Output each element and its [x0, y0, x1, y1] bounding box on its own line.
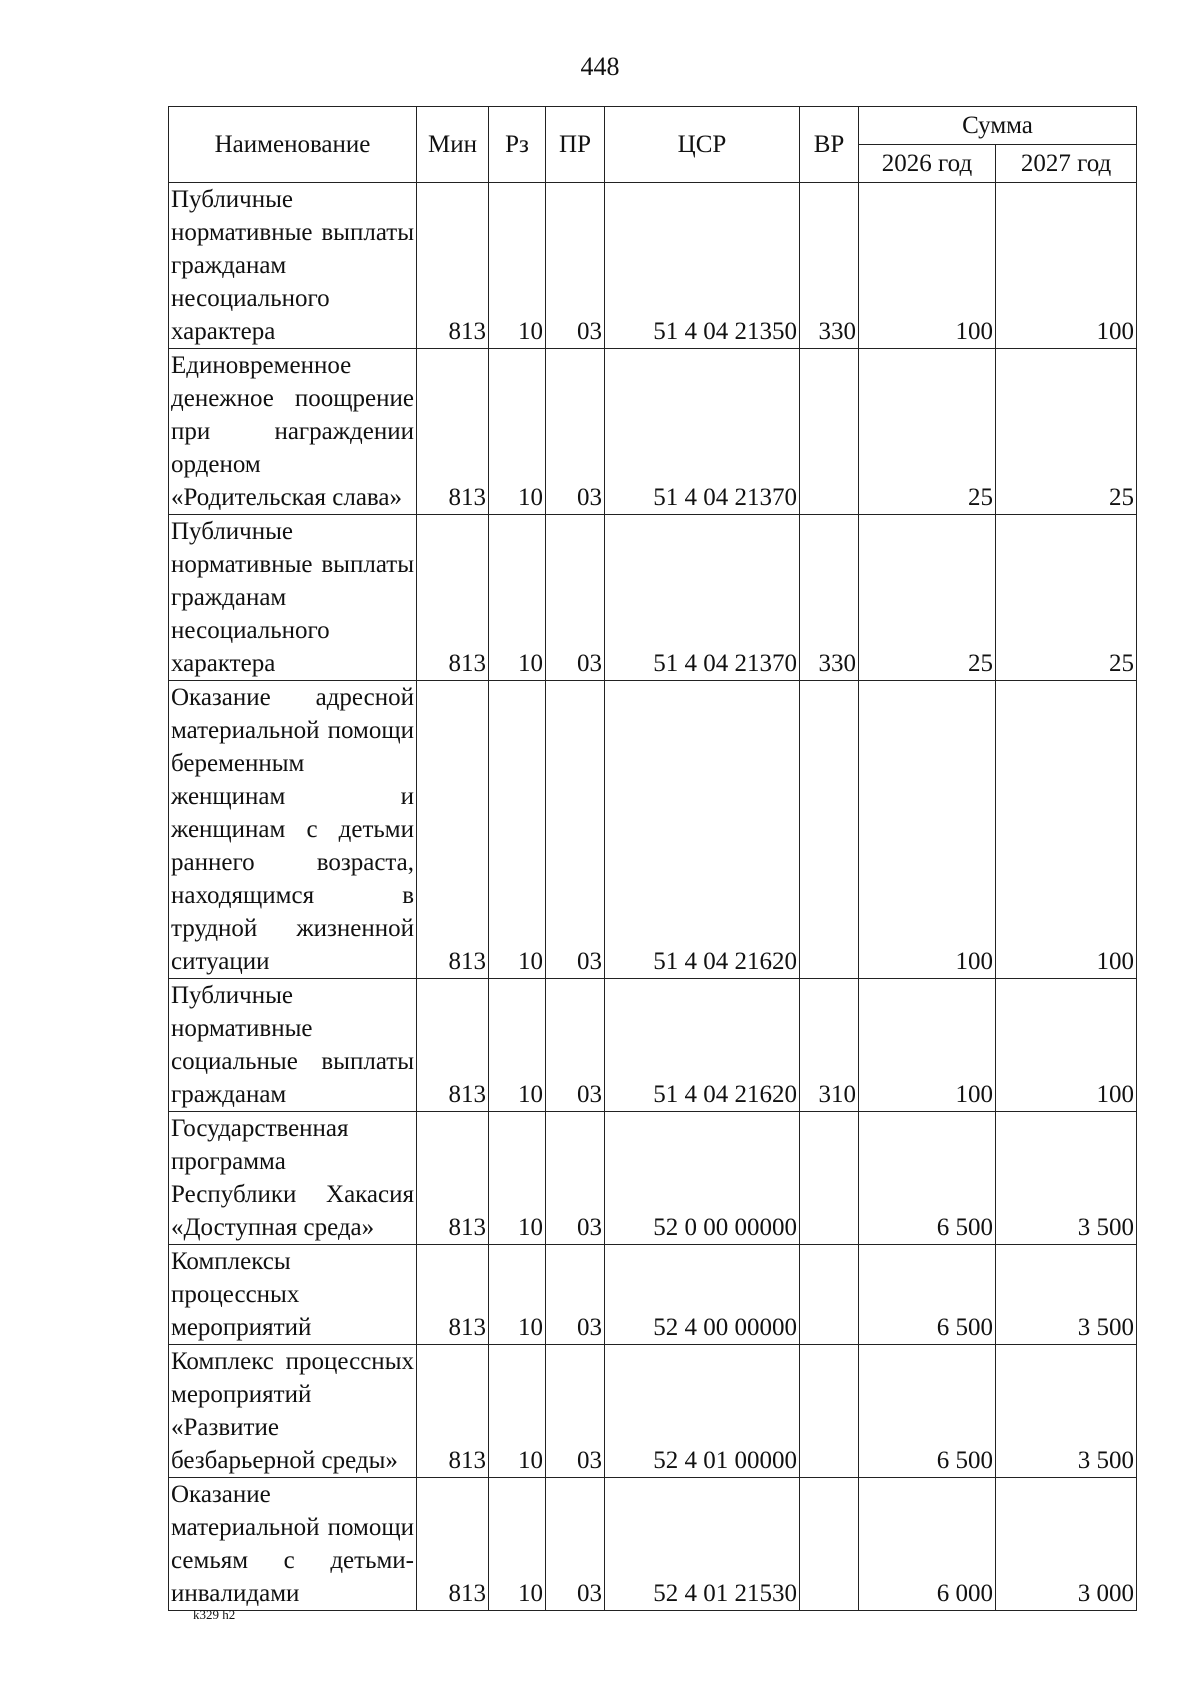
cell-rz: 10 — [489, 979, 546, 1112]
cell-vr — [800, 1345, 859, 1478]
table-row — [169, 1245, 1137, 1345]
cell-min: 813 — [417, 515, 489, 681]
table-row — [169, 183, 1137, 349]
cell-csr: 52 4 00 00000 — [605, 1245, 800, 1345]
header-year-2027: 2027 год — [996, 145, 1137, 183]
cell-sum-2026: 100 — [859, 681, 996, 979]
cell-name: Комплекс процессных мероприятий «Развитие безбарьерной среды» — [169, 1345, 417, 1478]
table-row — [169, 1345, 1137, 1478]
table-row — [169, 1112, 1137, 1245]
cell-sum-2027: 3 500 — [996, 1345, 1137, 1478]
table-row — [169, 1478, 1137, 1611]
cell-name: Комплексы процессных мероприятий — [169, 1245, 417, 1345]
cell-name: Государственная программа Республики Хакасия «Доступная среда» — [169, 1112, 417, 1245]
header-min: Мин — [417, 107, 489, 183]
table-row — [169, 681, 1137, 979]
cell-csr: 51 4 04 21620 — [605, 979, 800, 1112]
budget-table — [168, 106, 1137, 1611]
page-number: 448 — [580, 52, 620, 81]
cell-pr: 03 — [546, 515, 605, 681]
cell-vr: 330 — [800, 515, 859, 681]
header-rz: Рз — [489, 107, 546, 183]
cell-csr: 51 4 04 21620 — [605, 681, 800, 979]
cell-sum-2027: 100 — [996, 183, 1137, 349]
cell-sum-2027: 100 — [996, 681, 1137, 979]
cell-sum-2026: 6 500 — [859, 1112, 996, 1245]
cell-pr: 03 — [546, 349, 605, 515]
cell-rz: 10 — [489, 1245, 546, 1345]
cell-name: Единовременное денежное поощрение при награждении орденом «Родительская слава» — [169, 349, 417, 515]
header-csr: ЦСР — [605, 107, 800, 183]
cell-min: 813 — [417, 1478, 489, 1611]
header-year-2026: 2026 год — [859, 145, 996, 183]
cell-sum-2026: 6 000 — [859, 1478, 996, 1611]
cell-min: 813 — [417, 349, 489, 515]
cell-rz: 10 — [489, 1345, 546, 1478]
cell-name: Оказание адресной материальной помощи беременным женщинам и женщинам с детьми раннего возраста, находящимся в трудной жизненной ситуации — [169, 681, 417, 979]
cell-pr: 03 — [546, 1478, 605, 1611]
cell-rz: 10 — [489, 1112, 546, 1245]
cell-min: 813 — [417, 1345, 489, 1478]
cell-csr: 52 4 01 21530 — [605, 1478, 800, 1611]
cell-sum-2026: 100 — [859, 979, 996, 1112]
cell-vr — [800, 349, 859, 515]
cell-sum-2026: 25 — [859, 515, 996, 681]
cell-rz: 10 — [489, 1478, 546, 1611]
cell-sum-2027: 3 000 — [996, 1478, 1137, 1611]
cell-pr: 03 — [546, 1345, 605, 1478]
cell-vr: 310 — [800, 979, 859, 1112]
cell-vr: 330 — [800, 183, 859, 349]
cell-min: 813 — [417, 1245, 489, 1345]
cell-min: 813 — [417, 183, 489, 349]
cell-sum-2027: 3 500 — [996, 1112, 1137, 1245]
table-row — [169, 979, 1137, 1112]
cell-sum-2027: 3 500 — [996, 1245, 1137, 1345]
cell-name: Публичные нормативные выплаты гражданам несоциального характера — [169, 515, 417, 681]
header-pr: ПР — [546, 107, 605, 183]
header-sum: Сумма — [859, 107, 1137, 145]
cell-pr: 03 — [546, 1112, 605, 1245]
cell-csr: 52 0 00 00000 — [605, 1112, 800, 1245]
cell-sum-2026: 25 — [859, 349, 996, 515]
table-header — [169, 107, 1137, 183]
header-vr: ВР — [800, 107, 859, 183]
cell-sum-2026: 100 — [859, 183, 996, 349]
cell-csr: 52 4 01 00000 — [605, 1345, 800, 1478]
cell-sum-2026: 6 500 — [859, 1345, 996, 1478]
cell-pr: 03 — [546, 979, 605, 1112]
cell-sum-2027: 25 — [996, 515, 1137, 681]
cell-sum-2027: 100 — [996, 979, 1137, 1112]
cell-rz: 10 — [489, 349, 546, 515]
cell-rz: 10 — [489, 515, 546, 681]
cell-rz: 10 — [489, 183, 546, 349]
cell-name: Публичные нормативные выплаты гражданам несоциального характера — [169, 183, 417, 349]
table-body — [169, 183, 1137, 1611]
cell-vr — [800, 1245, 859, 1345]
header-name: Наименование — [169, 107, 417, 183]
cell-pr: 03 — [546, 681, 605, 979]
table-row — [169, 515, 1137, 681]
table-row — [169, 349, 1137, 515]
cell-pr: 03 — [546, 183, 605, 349]
cell-vr — [800, 681, 859, 979]
cell-csr: 51 4 04 21370 — [605, 515, 800, 681]
cell-sum-2027: 25 — [996, 349, 1137, 515]
cell-min: 813 — [417, 681, 489, 979]
cell-name: Оказание материальной помощи семьям с детьми-инвалидами — [169, 1478, 417, 1611]
cell-min: 813 — [417, 1112, 489, 1245]
cell-csr: 51 4 04 21350 — [605, 183, 800, 349]
cell-name: Публичные нормативные социальные выплаты гражданам — [169, 979, 417, 1112]
document-code: k329 h2 — [193, 1607, 236, 1622]
cell-vr — [800, 1112, 859, 1245]
cell-rz: 10 — [489, 681, 546, 979]
cell-sum-2026: 6 500 — [859, 1245, 996, 1345]
cell-csr: 51 4 04 21370 — [605, 349, 800, 515]
cell-vr — [800, 1478, 859, 1611]
cell-pr: 03 — [546, 1245, 605, 1345]
cell-min: 813 — [417, 979, 489, 1112]
